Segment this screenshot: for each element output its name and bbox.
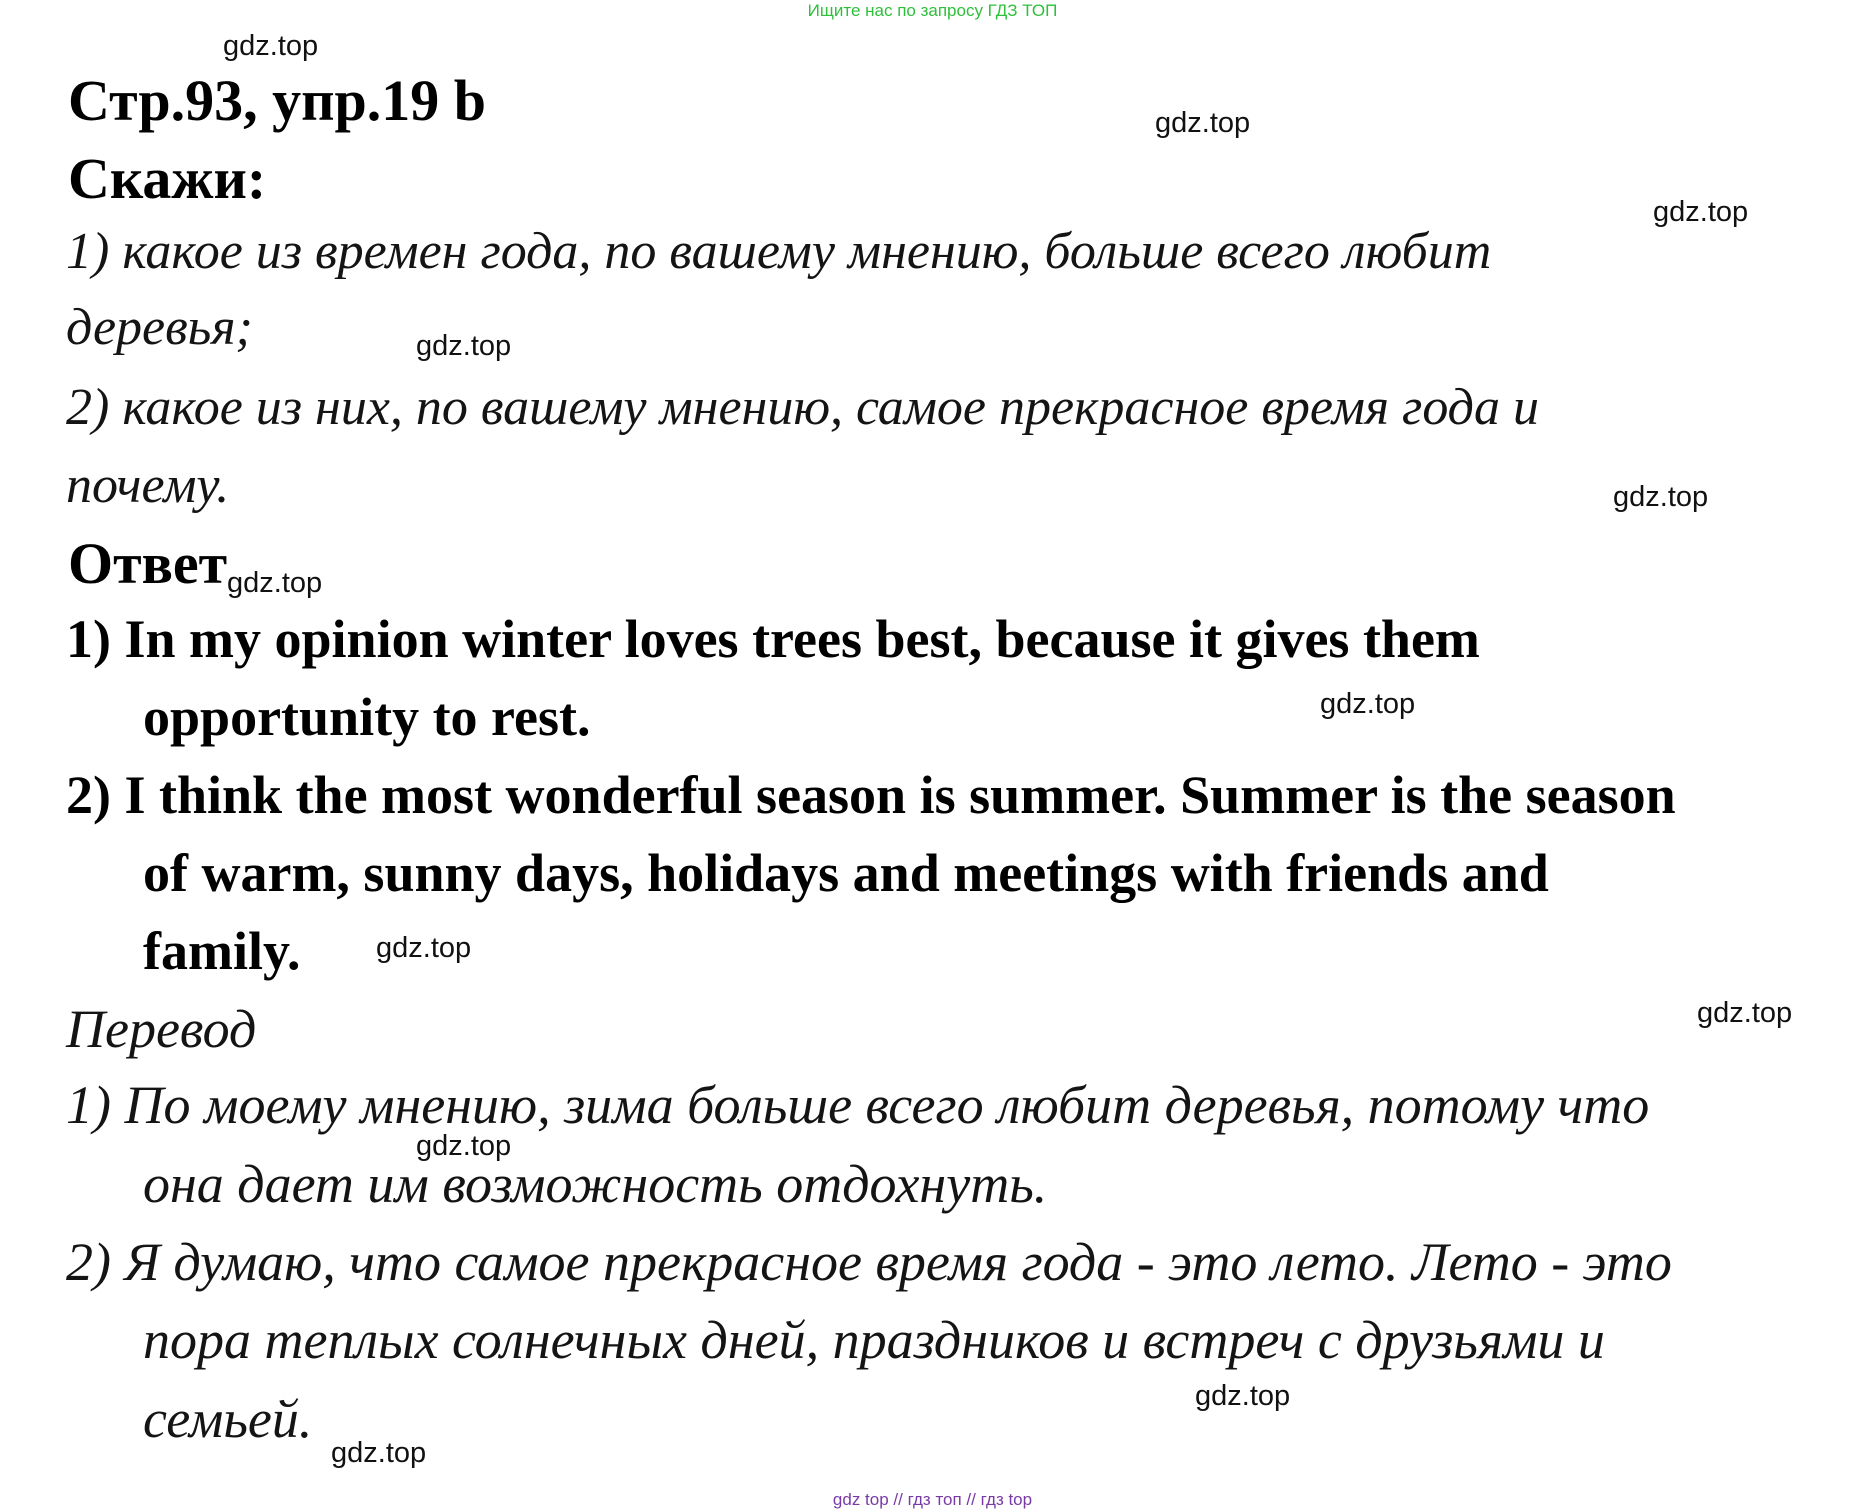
watermark: gdz.top <box>223 30 319 62</box>
question-2-line-1: 2) какое из них, по вашему мнению, самое прекрасное время года и <box>66 379 1539 436</box>
top-banner: Ищите нас по запросу ГДЗ ТОП <box>807 1 1058 20</box>
question-1-line-2: деревья; <box>66 299 253 356</box>
answer-2-line-3: family. <box>143 921 301 981</box>
page-title: Стр.93, упр.19 b <box>68 68 487 133</box>
translation-2-line-1: 2) Я думаю, что самое прекрасное время года - это лето. Лето - это <box>66 1232 1672 1292</box>
watermark: gdz.top <box>227 567 323 599</box>
translation-1-line-2: она дает им возможность отдохнуть. <box>143 1154 1048 1214</box>
translation-2-line-2: пора теплых солнечных дней, праздников и встреч с друзьями и <box>143 1310 1605 1370</box>
watermark: gdz.top <box>331 1437 427 1469</box>
question-2-line-2: почему. <box>66 457 230 514</box>
answer-2-line-2: of warm, sunny days, holidays and meetings with friends and <box>143 843 1549 903</box>
watermark: gdz.top <box>1653 196 1749 228</box>
translation-1-line-1: 1) По моему мнению, зима больше всего любит деревья, потому что <box>66 1075 1650 1135</box>
watermark: gdz.top <box>376 932 472 964</box>
bottom-banner: gdz top // гдз топ // гдз top <box>832 1490 1033 1509</box>
answer-1-line-2: opportunity to rest. <box>143 687 591 747</box>
translation-2-line-3: семьей. <box>143 1389 313 1449</box>
watermark: gdz.top <box>1195 1380 1291 1412</box>
watermark: gdz.top <box>416 1130 512 1162</box>
task-prompt: Скажи: <box>68 146 267 211</box>
watermark: gdz.top <box>416 330 512 362</box>
question-1-line-1: 1) какое из времен года, по вашему мнению, больше всего любит <box>66 223 1492 280</box>
watermark: gdz.top <box>1155 107 1251 139</box>
answer-1-line-1: 1) In my opinion winter loves trees best, because it gives them <box>66 609 1480 669</box>
answer-2-line-1: 2) I think the most wonderful season is summer. Summer is the season <box>66 765 1676 825</box>
translation-label: Перевод <box>66 999 257 1059</box>
answer-label: Ответ <box>68 531 228 596</box>
watermark: gdz.top <box>1697 997 1793 1029</box>
watermark: gdz.top <box>1320 688 1416 720</box>
watermark: gdz.top <box>1613 481 1709 513</box>
